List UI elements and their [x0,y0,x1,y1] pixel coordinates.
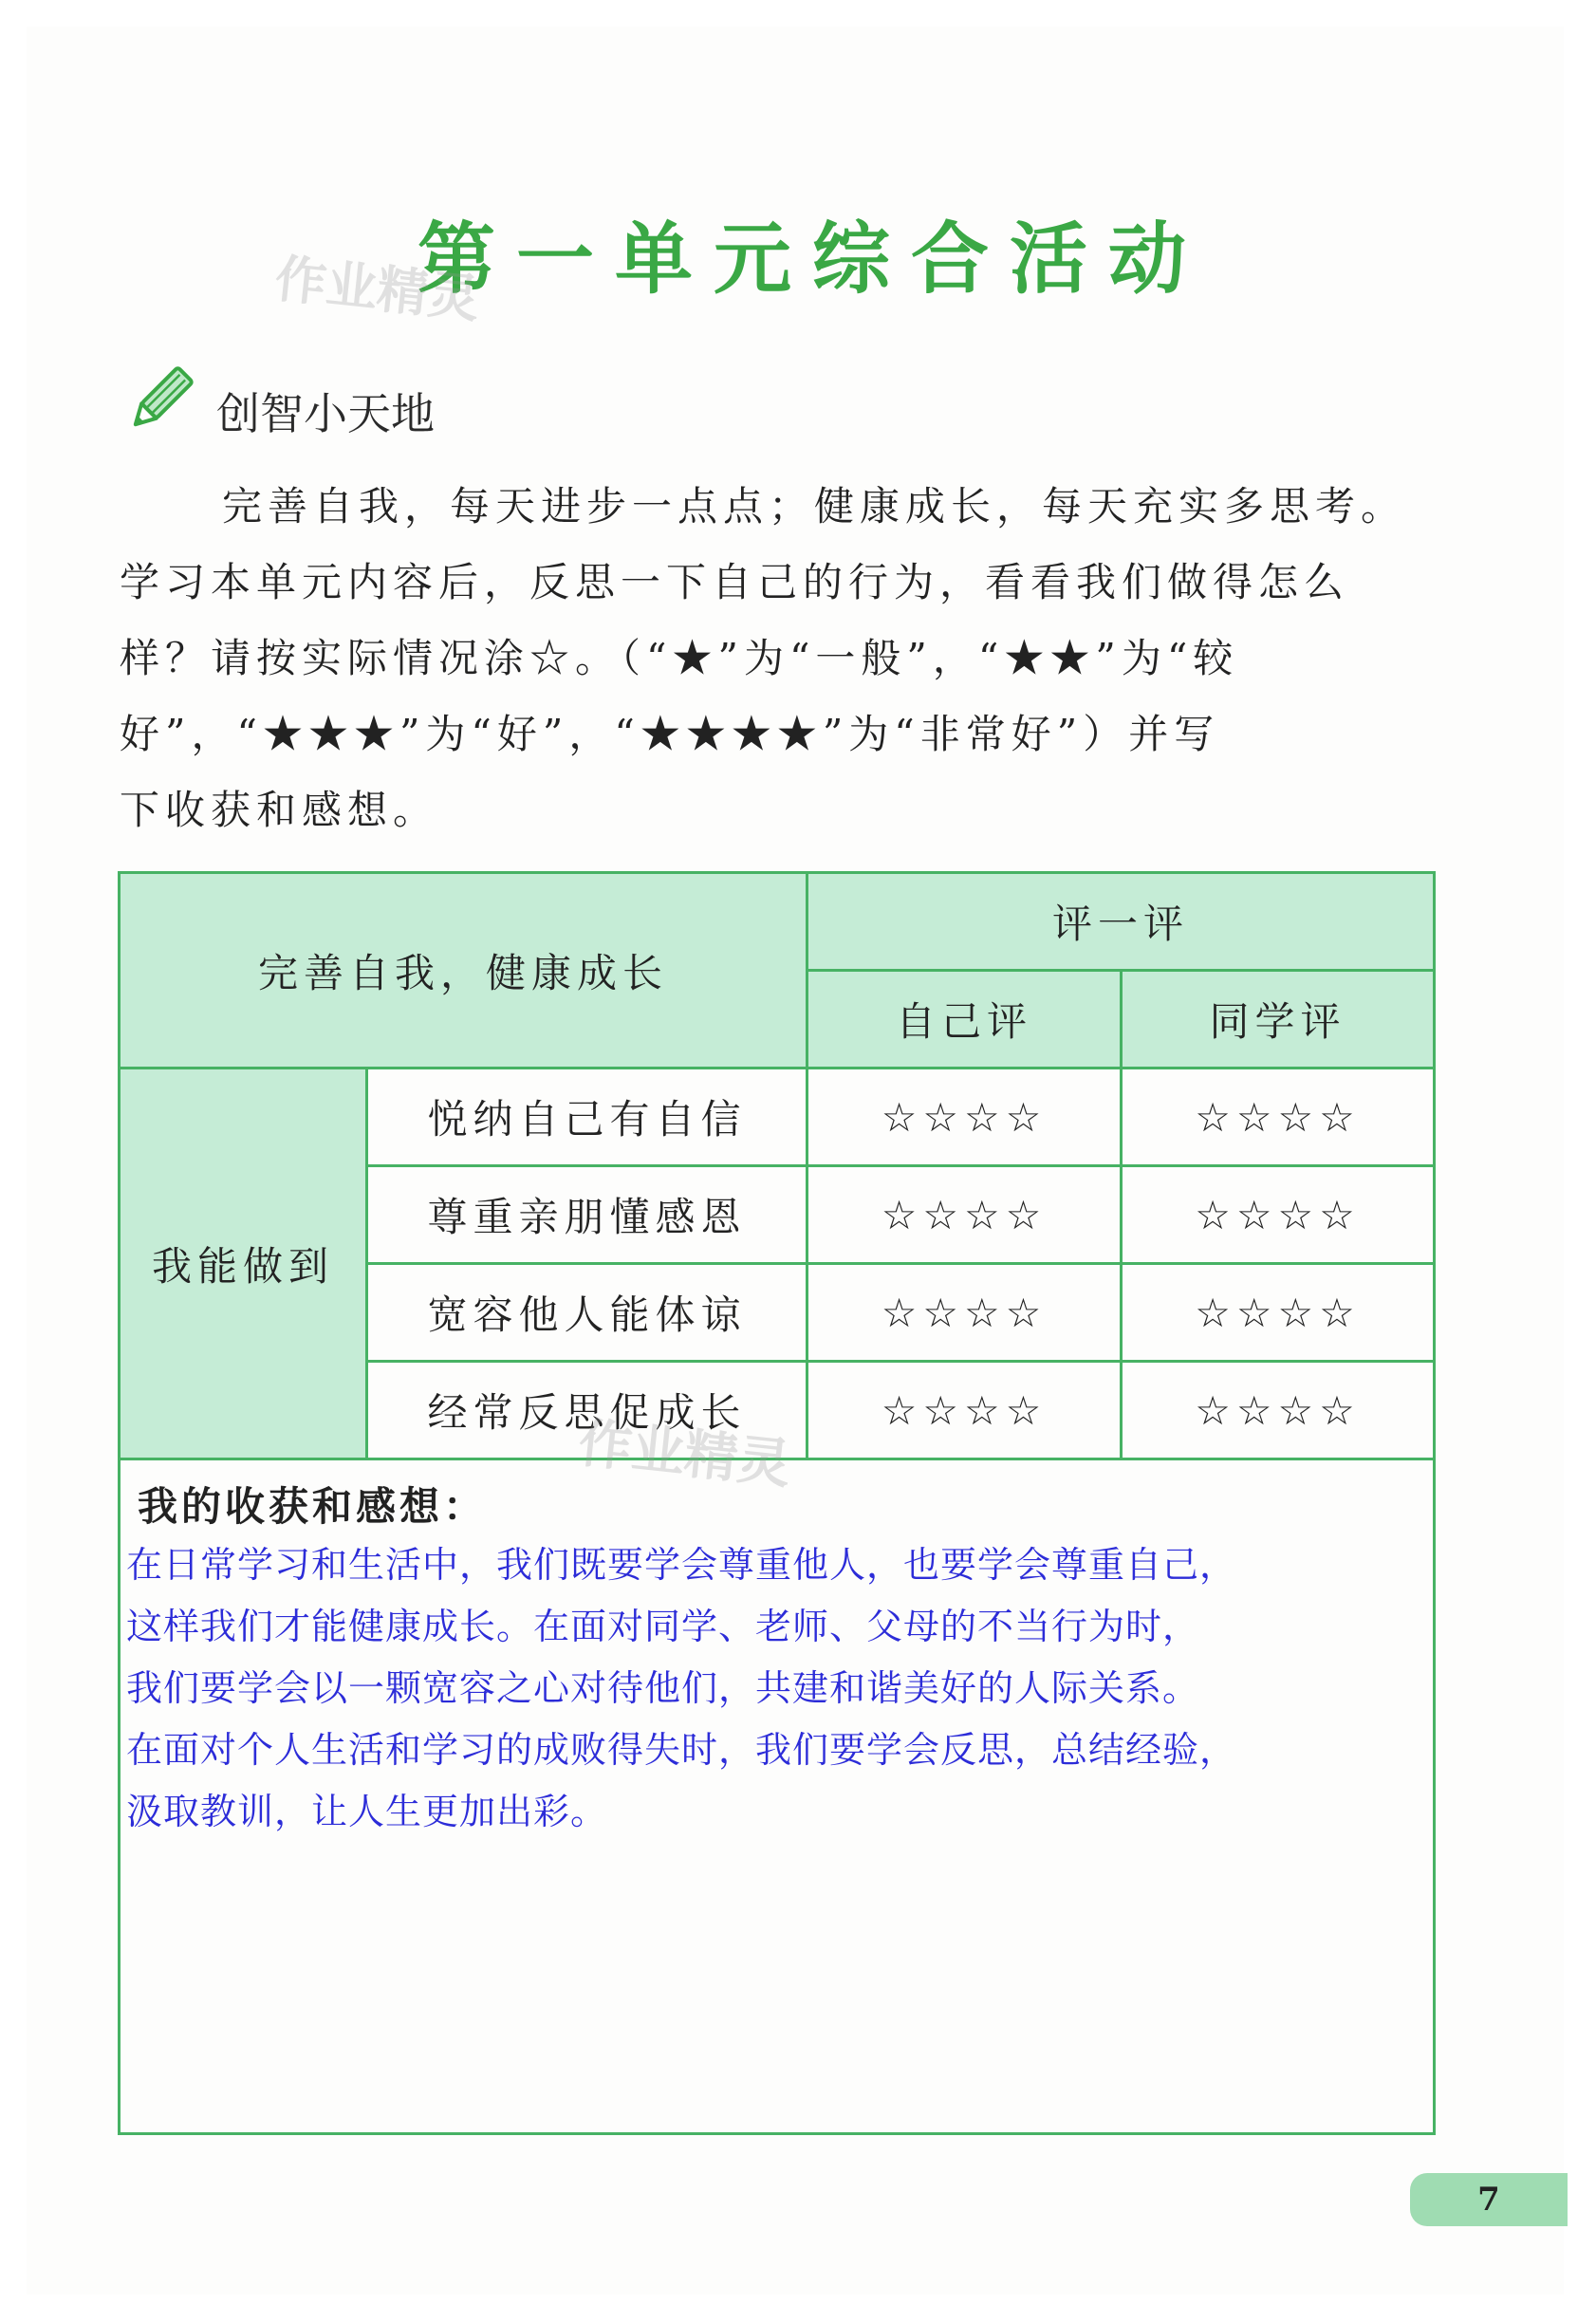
reflection-label: 我的收获和感想： [138,1483,488,1530]
page-number: 7 [1410,2173,1568,2226]
peer-rating-stars[interactable]: ☆☆☆☆ [1122,1069,1435,1166]
intro-line: 下收获和感想。 [120,787,439,833]
answer-line: 在日常学习和生活中，我们既要学会尊重他人，也要学会尊重自己， [126,1544,1237,1586]
peer-rating-stars[interactable]: ☆☆☆☆ [1122,1362,1435,1459]
criterion-label: 尊重亲朋懂感恩 [367,1166,807,1264]
self-rating-stars[interactable]: ☆☆☆☆ [807,1264,1122,1362]
answer-line: 在面对个人生活和学习的成败得失时，我们要学会反思，总结经验， [126,1729,1237,1771]
intro-line: 学习本单元内容后，反思一下自己的行为，看看我们做得怎么 [120,559,1350,605]
peer-rating-stars[interactable]: ☆☆☆☆ [1122,1166,1435,1264]
group-label: 我能做到 [120,1069,367,1459]
intro-paragraph [120,469,1438,848]
self-rating-stars[interactable]: ☆☆☆☆ [807,1166,1122,1264]
table-corner-label: 完善自我，健康成长 [120,873,807,1069]
column-header-peer: 同学评 [1122,971,1435,1069]
criterion-label: 悦纳自己有自信 [367,1069,807,1166]
reflection-box[interactable] [120,1459,1435,2134]
peer-rating-stars[interactable]: ☆☆☆☆ [1122,1264,1435,1362]
section-label: 创智小天地 [216,388,435,439]
self-rating-stars[interactable]: ☆☆☆☆ [807,1362,1122,1459]
self-rating-stars[interactable]: ☆☆☆☆ [807,1069,1122,1166]
watermark-table: 作业精灵 [575,1412,794,1496]
page-title: 第一单元综合活动 [417,214,1207,305]
self-evaluation-table [118,871,1436,2135]
watermark-top: 作业精灵 [271,248,483,330]
intro-line: 完善自我，每天进步一点点；健康成长，每天充实多思考。 [222,483,1407,530]
answer-line: 我们要学会以一颗宽容之心对待他们，共建和谐美好的人际关系。 [126,1667,1200,1709]
intro-line: 好”，“★★★”为“好”，“★★★★”为“非常好”）并写 [120,711,1220,757]
intro-line: 样？请按实际情况涂☆。（“★”为“一般”，“★★”为“较 [120,635,1239,681]
criterion-label: 经常反思促成长 [367,1362,807,1459]
answer-line: 汲取教训，让人生更加出彩。 [126,1791,608,1832]
answer-line: 这样我们才能健康成长。在面对同学、老师、父母的不当行为时， [126,1606,1200,1647]
eval-header: 评一评 [807,873,1435,971]
reflection-answer [126,1534,1433,1843]
criterion-label: 宽容他人能体谅 [367,1264,807,1362]
column-header-self: 自己评 [807,971,1122,1069]
pencil-icon [121,361,199,438]
